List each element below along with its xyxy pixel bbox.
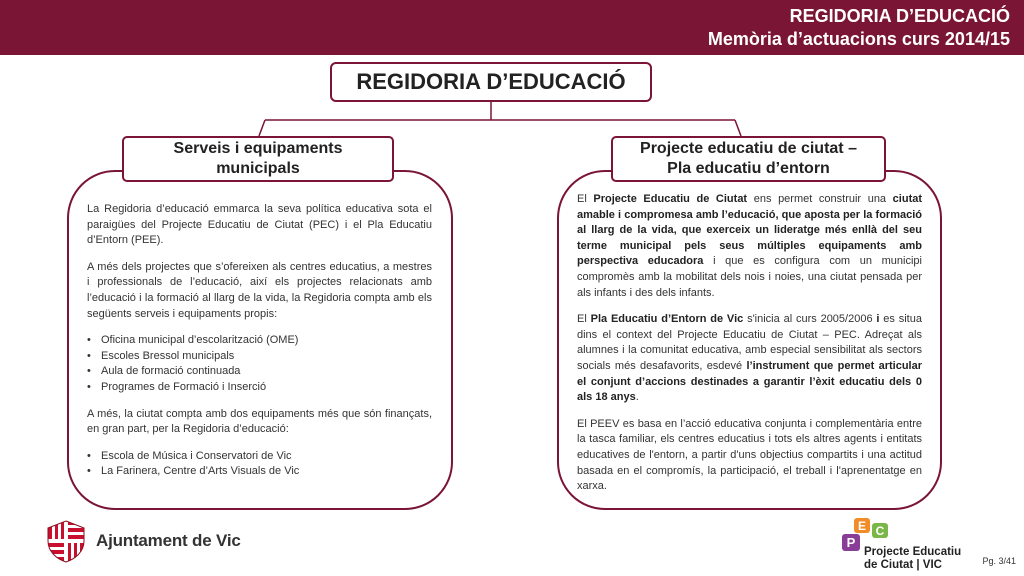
right-panel-text	[577, 192, 922, 506]
pec-logo-line2: de Ciutat | VIC	[864, 559, 942, 571]
text-run-bold: l’instrument que permet articular el conjunt d’accions destinades a garantir l’èxit educatiu dels 0 als 18 anys	[577, 359, 923, 404]
ajuntament-logo	[44, 518, 241, 564]
right-heading-line1: Projecte educatiu de ciutat –	[640, 140, 857, 157]
text-run: s'inicia al curs 2005/2006	[743, 313, 877, 326]
list-item: • Oficina municipal d’escolarització (OME)	[87, 333, 432, 349]
list-item: • Programes de Formació i Inserció	[87, 380, 432, 396]
left-heading-line2: municipals	[216, 160, 300, 177]
list-item: • La Farinera, Centre d’Arts Visuals de Vic	[87, 464, 432, 480]
left-list-facilities	[87, 449, 432, 480]
left-heading	[122, 136, 394, 182]
left-paragraph-2: A més dels projectes que s’ofereixen als centres educatius, a mestres i professionals de l’educació, així els projectes relacionats amb l’educació i la formació al llarg de la vida, la Regidoria compta amb els següents serveis i equipaments propis:	[87, 260, 432, 320]
pec-logo	[842, 516, 962, 572]
main-title: REGIDORIA D’EDUCACIÓ	[330, 62, 652, 102]
left-panel-text	[87, 202, 432, 491]
list-item: • Aula de formació continuada	[87, 364, 432, 380]
left-paragraph-1: La Regidoria d’educació emmarca la seva política educativa sota el paraigües del Projecte Educatiu de Ciutat (PEC) i el Pla Educatiu d’Entorn (PEE).	[87, 203, 432, 247]
page-number: Pg. 3/41	[982, 556, 1016, 566]
right-paragraph-2	[577, 312, 922, 406]
connector-left-drop	[259, 120, 265, 136]
right-heading-line2: Pla educatiu d’entorn	[667, 160, 830, 177]
shield-icon	[44, 519, 88, 563]
right-heading	[611, 136, 886, 182]
text-run: El	[577, 193, 594, 205]
right-paragraph-1	[577, 192, 922, 301]
logo-letter-e: E	[857, 519, 867, 533]
ajuntament-name: Ajuntament de Vic	[96, 531, 241, 550]
header-subtitle: Memòria d’actuacions curs 2014/15	[707, 29, 1010, 49]
left-paragraph-3: A més, la ciutat compta amb dos equipaments més que són finançats, en gran part, per la Regidoria d’educació:	[87, 407, 432, 436]
logo-letter-c: C	[875, 524, 885, 538]
text-run: ens permet construir una	[747, 193, 893, 205]
list-item: • Escoles Bressol municipals	[87, 349, 432, 365]
text-run-bold: Pla Educatiu d’Entorn de Vic	[590, 313, 744, 326]
text-run: .	[635, 391, 639, 404]
text-run-bold: Projecte Educatiu de Ciutat	[593, 193, 748, 205]
right-paragraph-3: El PEEV es basa en l’acció educativa conjunta i complementària entre la tasca familiar, els centres educatius i tots els altres agents i entitats educatives de l'entorn, a partir d'uns objectius compartits i una actitud basada en el compromís, la participació, el treball i l'aprenentatge en xarxa.	[577, 417, 922, 493]
list-item: • Escola de Música i Conservatori de Vic	[87, 449, 432, 465]
connector-right-drop	[735, 120, 741, 136]
text-run-bold: i	[876, 313, 880, 326]
logo-letter-p: P	[846, 535, 856, 550]
text-run-bold: ciutat amable i compromesa amb l’educació, que aposta per la formació al llarg de la vida, que exerceix un lideratge més enllà del seu terme municipal pels seus múltiples equipaments amb perspectiva educadora	[577, 193, 923, 268]
text-run: es situa dins el context del Projecte Educatiu de Ciutat – PEC. Adreçat als alumnes i la comunitat educativa, amb especial sensibilitat als sectors socials més desafavorits, esdevé	[577, 313, 922, 372]
header-title: REGIDORIA D’EDUCACIÓ	[789, 6, 1010, 26]
left-list-services	[87, 333, 432, 395]
pec-logo-line1: Projecte Educatiu	[864, 546, 962, 558]
left-heading-line1: Serveis i equipaments	[173, 140, 343, 157]
text-run: El	[577, 313, 591, 326]
text-run: i que es configura com un municipi compromès amb la mobilitat dels nois i noies, una ciutat pensada per als infants i des dels infants.	[577, 255, 922, 299]
